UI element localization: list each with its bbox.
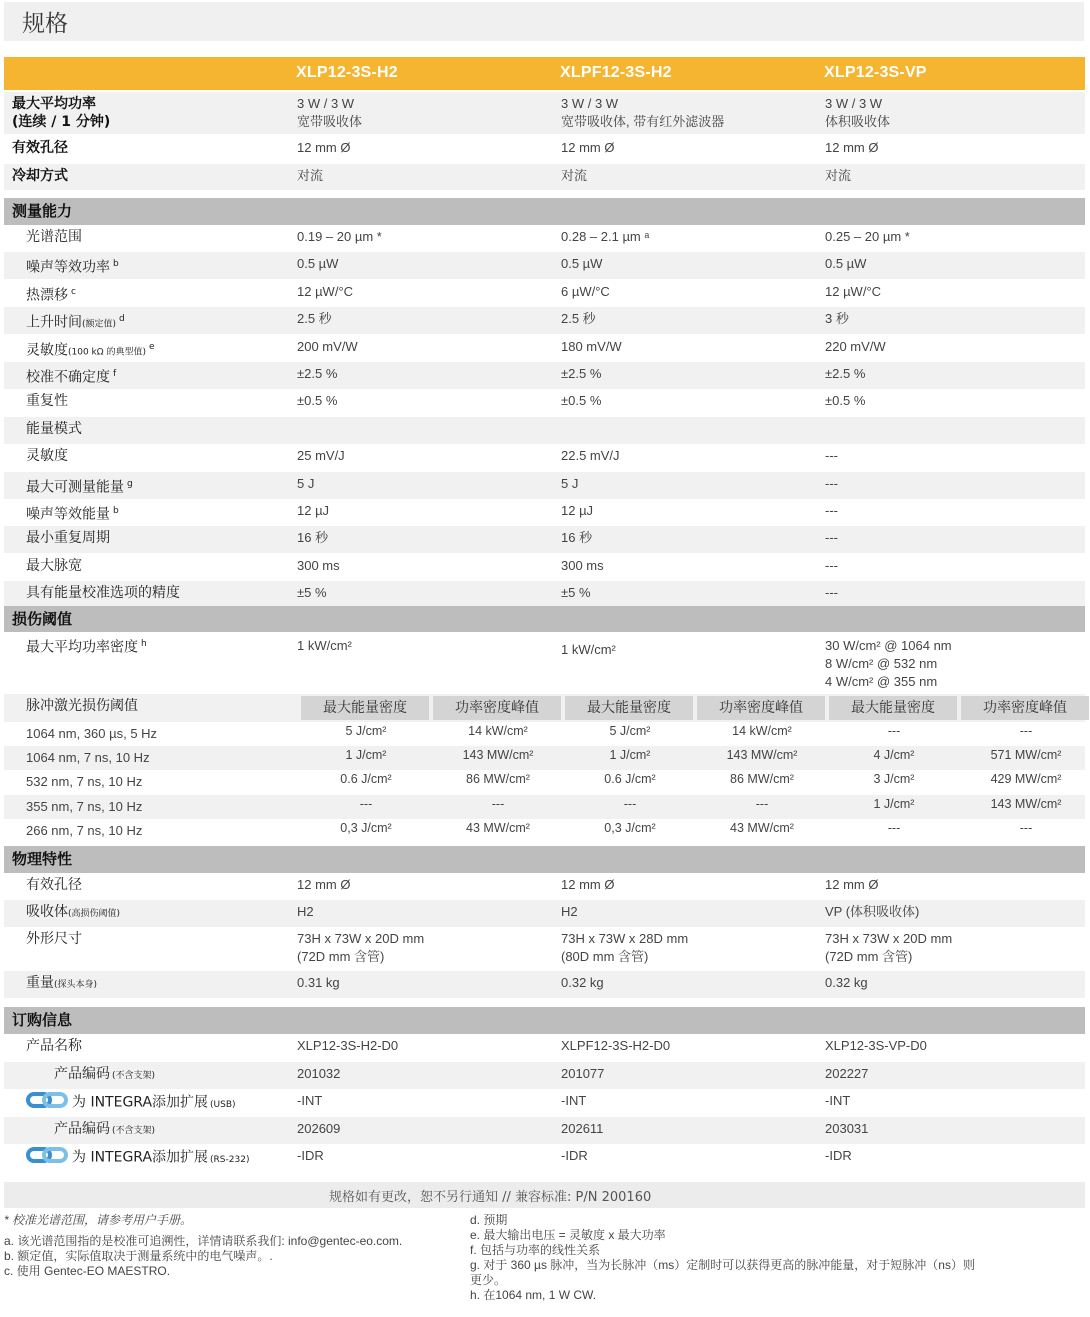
spec-row (4, 252, 1085, 279)
row-label (26, 255, 119, 277)
footer-text: 规格如有更改，恕不另行通知 // 兼容标准: P/N 200160 (329, 1190, 652, 1205)
row-label (26, 502, 119, 524)
spec-value: 571 MW/cm² (990, 748, 1062, 763)
spec-value: 0.6 J/cm² (340, 772, 392, 787)
row-label (26, 557, 82, 575)
row-label-line: 冷却方式 (12, 168, 68, 184)
spec-row (4, 362, 1085, 389)
spec-value (825, 930, 952, 966)
spec-row (4, 632, 1085, 692)
row-label-text: 为 INTEGRA添加扩展 (72, 1094, 209, 1111)
spec-value: 4 J/cm² (873, 748, 915, 763)
row-label: 266 nm, 7 ns, 10 Hz (26, 822, 143, 838)
spec-value-line: 体积吸收体 (825, 114, 891, 129)
note: a. 该光谱范围指的是校准可追溯性，详情请联系我们: info@gentec-eo.com. (4, 1234, 403, 1248)
spec-value-line: 对流 (297, 168, 324, 183)
spec-value (825, 95, 890, 131)
spec-value-line: 12 mm Ø (297, 877, 351, 892)
order-row (4, 1062, 1085, 1089)
footnote-mark: c (71, 286, 76, 297)
spec-row (4, 307, 1085, 334)
spec-value (561, 876, 614, 894)
spec-value: --- (825, 557, 838, 573)
row-label: 脉冲激光损伤阈值 (26, 698, 138, 714)
section-header (4, 1007, 1085, 1034)
spec-value: 12 µJ (297, 503, 330, 518)
footnote-mark: d (119, 314, 125, 325)
spec-value: --- (359, 796, 373, 811)
row-label-text: 有效孔径 (26, 877, 82, 893)
row-label (26, 228, 82, 246)
spec-value-line: (72D mm 含管) (825, 949, 913, 964)
section-header (4, 198, 1085, 225)
row-label-text: 最大平均功率密度 (26, 639, 138, 656)
spec-value: ±5 % (561, 585, 591, 601)
row-label-text: 噪声等效功率 (26, 260, 110, 277)
row-label (26, 974, 97, 994)
row-label (54, 1120, 155, 1140)
spec-value: 12 µW/°C (297, 283, 354, 299)
spec-value (825, 903, 919, 921)
row-label (26, 392, 68, 410)
chain-link-icon (26, 1147, 68, 1168)
row-label (26, 876, 82, 894)
spec-row (4, 417, 1085, 444)
spec-value: ±0.5 % (825, 393, 866, 409)
spec-value: 0.28 – 2.1 µm ᵃ (561, 229, 650, 244)
order-value: -INT (825, 1093, 851, 1108)
spec-row (4, 225, 1085, 252)
pulse-row (4, 722, 1085, 746)
pulse-header-row (4, 694, 1085, 722)
spec-value: --- (825, 530, 838, 546)
note: * 校准光谱范围，请参考用户手册。 (4, 1213, 193, 1227)
spec-value: 0.5 µW (297, 256, 339, 272)
pulse-row (4, 770, 1085, 794)
spec-value (297, 167, 323, 185)
spec-value: 12 µJ (561, 503, 594, 518)
row-label (26, 1092, 236, 1114)
spec-value: 14 kW/cm² (468, 724, 528, 738)
row-label (26, 283, 76, 305)
order-row (4, 1144, 1085, 1171)
spec-value: --- (1019, 820, 1033, 835)
order-value: 202609 (297, 1120, 341, 1136)
notes-left (4, 1213, 402, 1279)
spec-value: 300 ms (561, 557, 604, 573)
spec-value: --- (825, 503, 838, 518)
spec-value-line: 73H x 73W x 20D mm (825, 931, 953, 946)
spec-value: 1 kW/cm² (561, 642, 616, 657)
spec-value: 1 J/cm² (345, 748, 387, 763)
row-label: 1064 nm, 7 ns, 10 Hz (26, 750, 150, 766)
row-label-text: 噪声等效能量 (26, 506, 110, 523)
footnote-mark: g (127, 478, 133, 489)
spec-value: 3 秒 (825, 311, 849, 327)
spec-value: --- (887, 724, 901, 738)
note: h. 在1064 nm, 1 W CW. (470, 1288, 597, 1302)
pulse-row (4, 746, 1085, 770)
row-label (12, 167, 68, 185)
spec-value (297, 876, 350, 894)
spec-row (4, 554, 1085, 581)
sub-header: 功率密度峰值 (961, 696, 1089, 720)
spec-value: --- (887, 820, 901, 835)
order-value: 201077 (561, 1065, 605, 1081)
spec-value: --- (491, 796, 505, 811)
spec-row (4, 900, 1085, 927)
spec-value-line: (80D mm 含管) (561, 949, 649, 964)
order-value: -INT (297, 1093, 323, 1108)
row-label-note: (RS-232) (210, 1154, 250, 1165)
spec-value: 86 MW/cm² (730, 772, 794, 787)
row-label-text: 最小重复周期 (26, 530, 110, 547)
spec-value-line: 73H x 73W x 28D mm (561, 931, 689, 946)
spec-value: 0.5 µW (825, 256, 867, 272)
spec-value: 86 MW/cm² (466, 772, 530, 787)
spec-value (297, 95, 362, 131)
spec-value (297, 930, 424, 966)
spec-value: 220 mV/W (825, 338, 886, 354)
row-label-note: (100 kΩ 的典型值) (68, 347, 147, 358)
sub-header: 功率密度峰值 (697, 696, 825, 720)
spec-value (561, 903, 578, 921)
spec-row (4, 526, 1085, 553)
chain-link-icon (26, 1092, 68, 1113)
spec-value: 0,3 J/cm² (604, 820, 656, 835)
note: e. 最大输出电压 = 灵敏度 x 最大功率 (470, 1228, 666, 1242)
row-label (26, 447, 68, 465)
spec-value: 0,3 J/cm² (340, 820, 392, 835)
row-label (12, 139, 68, 157)
spec-value: 5 J/cm² (609, 724, 651, 738)
row-label-note: (探头本身) (54, 980, 98, 990)
spec-value: 143 MW/cm² (990, 796, 1062, 811)
order-value: 203031 (825, 1120, 869, 1136)
spec-value-line: 8 W/cm² @ 532 nm (825, 656, 938, 671)
spec-value-line: 30 W/cm² @ 1064 nm (825, 638, 952, 653)
spec-row (4, 581, 1085, 608)
spec-row (4, 971, 1085, 998)
order-row (4, 1034, 1085, 1061)
row-label-text: 产品名称 (26, 1038, 82, 1054)
spec-value (825, 876, 878, 894)
section-header (4, 846, 1085, 873)
spec-value: 143 MW/cm² (462, 748, 534, 763)
row-label-note: (USB) (210, 1099, 236, 1110)
row-label-note: (高损伤阈值) (68, 909, 121, 919)
spec-value: 5 J (561, 475, 579, 491)
spec-value-line: 3 W / 3 W (297, 96, 355, 111)
row-label-note: (不含支架) (112, 1070, 156, 1081)
spec-value-line: 73H x 73W x 20D mm (297, 931, 425, 946)
row-label (26, 635, 147, 657)
order-value: -IDR (825, 1148, 852, 1163)
spec-value-line: 对流 (825, 168, 852, 183)
pulse-row (4, 795, 1085, 819)
model-header-row (4, 57, 1085, 90)
row-label (26, 529, 110, 547)
spec-value (825, 974, 868, 992)
footnote-mark: e (149, 341, 155, 352)
spec-value (561, 167, 587, 185)
spec-value: 300 ms (297, 557, 340, 573)
spec-value: 43 MW/cm² (466, 820, 530, 835)
spec-value-line: VP (体积吸收体) (825, 904, 920, 919)
spec-value-line: 0.31 kg (297, 975, 340, 990)
spec-value: 0.5 µW (561, 256, 603, 272)
spec-value: 25 mV/J (297, 448, 345, 464)
spec-value: 22.5 mV/J (561, 448, 620, 464)
spec-value: 0.19 – 20 µm * (297, 229, 382, 244)
row-label (26, 930, 82, 948)
spec-value-line: 宽带吸收体, 带有红外滤波器 (561, 114, 725, 129)
spec-value (297, 139, 350, 157)
spec-value: 1 J/cm² (609, 748, 651, 763)
row-label (26, 903, 120, 923)
spec-value: 5 J/cm² (345, 724, 387, 738)
spec-value-line: 宽带吸收体 (297, 114, 363, 129)
footnote-mark: h (141, 639, 147, 649)
spec-value-line: 12 mm Ø (561, 140, 615, 155)
sub-header: 最大能量密度 (829, 696, 957, 720)
spec-value-line: 3 W / 3 W (825, 96, 883, 111)
spec-value: 43 MW/cm² (730, 820, 794, 835)
spec-value: 12 µW/°C (825, 283, 882, 299)
spec-value: 16 秒 (561, 530, 593, 546)
spec-row (4, 164, 1085, 190)
spec-value (561, 95, 724, 131)
spec-value-line: 0.32 kg (825, 975, 868, 990)
row-label-note: (额定值) (82, 319, 117, 330)
row-label-text: 外形尺寸 (26, 931, 82, 947)
spec-value: ±2.5 % (561, 366, 602, 381)
row-label-text: 最大可测量能量 (26, 479, 124, 496)
spec-value: 3 J/cm² (873, 772, 915, 787)
row-label: 532 nm, 7 ns, 10 Hz (26, 774, 143, 790)
row-label-text: 校准不确定度 (26, 369, 110, 386)
spec-value: 0.6 J/cm² (604, 772, 656, 787)
row-label (26, 338, 155, 362)
row-label-text: 具有能量校准选项的精度 (26, 585, 180, 602)
spec-row (4, 927, 1085, 971)
row-label (54, 1065, 155, 1085)
spec-value (561, 974, 604, 992)
note: f. 包括与功率的线性关系 (470, 1243, 601, 1257)
row-label (26, 584, 180, 602)
spec-value: 14 kW/cm² (732, 724, 792, 738)
row-label-text: 热漂移 (26, 287, 68, 304)
order-value: 201032 (297, 1065, 341, 1081)
spec-value-line: 对流 (561, 168, 588, 183)
spec-value: ±2.5 % (825, 366, 866, 381)
row-label-text: 光谱范围 (26, 229, 82, 245)
spec-value (825, 139, 878, 157)
footnote-mark: b (113, 259, 119, 270)
spec-value: 0.25 – 20 µm * (825, 229, 910, 244)
note: g. 对于 360 µs 脉冲，当为长脉冲（ms）定制时可以获得更高的脉冲能量，对于短脉冲（ns）则 (470, 1258, 975, 1272)
section-title: 订购信息 (12, 1011, 73, 1029)
spec-value-line: 12 mm Ø (825, 140, 879, 155)
row-label-text: 灵敏度 (26, 342, 68, 359)
row-label-text: 产品编码 (54, 1065, 110, 1082)
sub-header: 功率密度峰值 (433, 696, 561, 720)
spec-value-line: 12 mm Ø (561, 877, 615, 892)
title-bar (4, 2, 1084, 41)
row-label (12, 95, 110, 131)
spec-value: ±5 % (297, 585, 327, 601)
order-value: 202227 (825, 1065, 869, 1081)
row-label (26, 420, 82, 438)
order-value: -IDR (297, 1148, 324, 1163)
spec-value (561, 930, 688, 966)
row-label-text: 重复性 (26, 393, 68, 410)
row-label (26, 475, 133, 497)
row-label-text: 为 INTEGRA添加扩展 (72, 1149, 209, 1166)
spec-value: --- (1019, 724, 1033, 738)
page-title: 规格 (22, 11, 68, 37)
order-value: -INT (561, 1093, 587, 1108)
section-title: 测量能力 (12, 202, 73, 220)
spec-value: 5 J (297, 475, 315, 491)
spec-value-line: 0.32 kg (561, 975, 604, 990)
spec-value: --- (755, 796, 769, 811)
spec-value (297, 974, 340, 992)
row-label (26, 365, 116, 387)
row-label-text: 灵敏度 (26, 448, 68, 465)
spec-value-line: H2 (561, 904, 578, 919)
order-value: XLP12-3S-H2-D0 (297, 1038, 399, 1053)
spec-value: --- (825, 585, 838, 601)
note: c. 使用 Gentec-EO MAESTRO. (4, 1264, 171, 1278)
row-label-line: 有效孔径 (12, 140, 68, 156)
sub-header: 最大能量密度 (565, 696, 693, 720)
spec-row (4, 472, 1085, 499)
spec-value: 429 MW/cm² (990, 772, 1062, 787)
row-label: 355 nm, 7 ns, 10 Hz (26, 798, 143, 814)
row-label-text: 最大脉宽 (26, 557, 82, 574)
footer-bar (4, 1182, 1085, 1208)
row-label (26, 1037, 82, 1055)
notes-right (470, 1213, 975, 1303)
section-title: 损伤阈值 (12, 610, 73, 628)
spec-value: 1 J/cm² (873, 796, 915, 811)
spec-value: 2.5 秒 (297, 311, 332, 327)
spec-value-line: 3 W / 3 W (561, 96, 619, 111)
sub-header: 最大能量密度 (301, 696, 429, 720)
spec-value: 16 秒 (297, 530, 329, 546)
spec-row (4, 444, 1085, 471)
footnote-mark: b (113, 506, 119, 516)
row-label-text: 能量模式 (26, 420, 82, 437)
row-label-note: (不含支架) (112, 1125, 156, 1136)
spec-value: 2.5 秒 (561, 311, 596, 327)
spec-value-line: 12 mm Ø (825, 877, 879, 892)
spec-value-line: (72D mm 含管) (297, 949, 385, 964)
order-value: 202611 (561, 1120, 604, 1136)
order-value: -IDR (561, 1148, 588, 1163)
spec-row (4, 280, 1085, 307)
spec-value: 180 mV/W (561, 338, 622, 354)
spec-value: --- (825, 475, 838, 491)
order-row (4, 1117, 1085, 1144)
spec-value: 1 kW/cm² (297, 638, 352, 653)
spec-value-line: 4 W/cm² @ 355 nm (825, 674, 938, 689)
row-label-line: (连续 / 1 分钟) (12, 114, 111, 130)
spec-value (561, 139, 614, 157)
section-title: 物理特性 (12, 850, 73, 868)
footnote-mark: f (113, 369, 117, 379)
spec-value: ±2.5 % (297, 366, 338, 381)
model-name: XLP12-3S-H2 (296, 64, 398, 81)
spec-value (297, 903, 314, 921)
pulse-row (4, 819, 1085, 843)
spec-value: 200 mV/W (297, 338, 358, 354)
spec-value: --- (623, 796, 637, 811)
row-label-line: 最大平均功率 (12, 96, 96, 112)
spec-value-line: H2 (297, 904, 314, 919)
spec-value: ±0.5 % (297, 393, 338, 409)
spec-row (4, 335, 1085, 362)
order-value: XLP12-3S-VP-D0 (825, 1038, 927, 1053)
spec-value: 6 µW/°C (561, 283, 610, 299)
row-label (26, 1147, 249, 1169)
spec-value: --- (825, 448, 838, 464)
row-label-text: 吸收体 (26, 904, 68, 920)
note: 更少。 (470, 1273, 507, 1287)
model-name: XLPF12-3S-H2 (560, 64, 672, 81)
spec-row (4, 136, 1085, 162)
row-label (26, 310, 125, 334)
spec-value (825, 637, 952, 691)
row-label: 1064 nm, 360 µs, 5 Hz (26, 726, 158, 741)
row-label-text: 上升时间 (26, 314, 82, 331)
note: b. 额定值，实际值取决于测量系统中的电气噪声。. (4, 1249, 273, 1263)
spec-value: 143 MW/cm² (726, 748, 798, 763)
spec-value: ±0.5 % (561, 393, 602, 409)
spec-row (4, 499, 1085, 526)
spec-row (4, 389, 1085, 416)
note: d. 预期 (470, 1213, 508, 1227)
row-label-text: 产品编码 (54, 1120, 110, 1137)
row-label-text: 重量 (26, 975, 54, 991)
order-value: XLPF12-3S-H2-D0 (561, 1038, 671, 1053)
model-name: XLP12-3S-VP (824, 64, 927, 81)
order-row (4, 1089, 1085, 1116)
spec-row (4, 873, 1085, 900)
spec-value (825, 167, 851, 185)
spec-row (4, 92, 1085, 134)
section-header (4, 606, 1085, 632)
spec-value-line: 12 mm Ø (297, 140, 351, 155)
